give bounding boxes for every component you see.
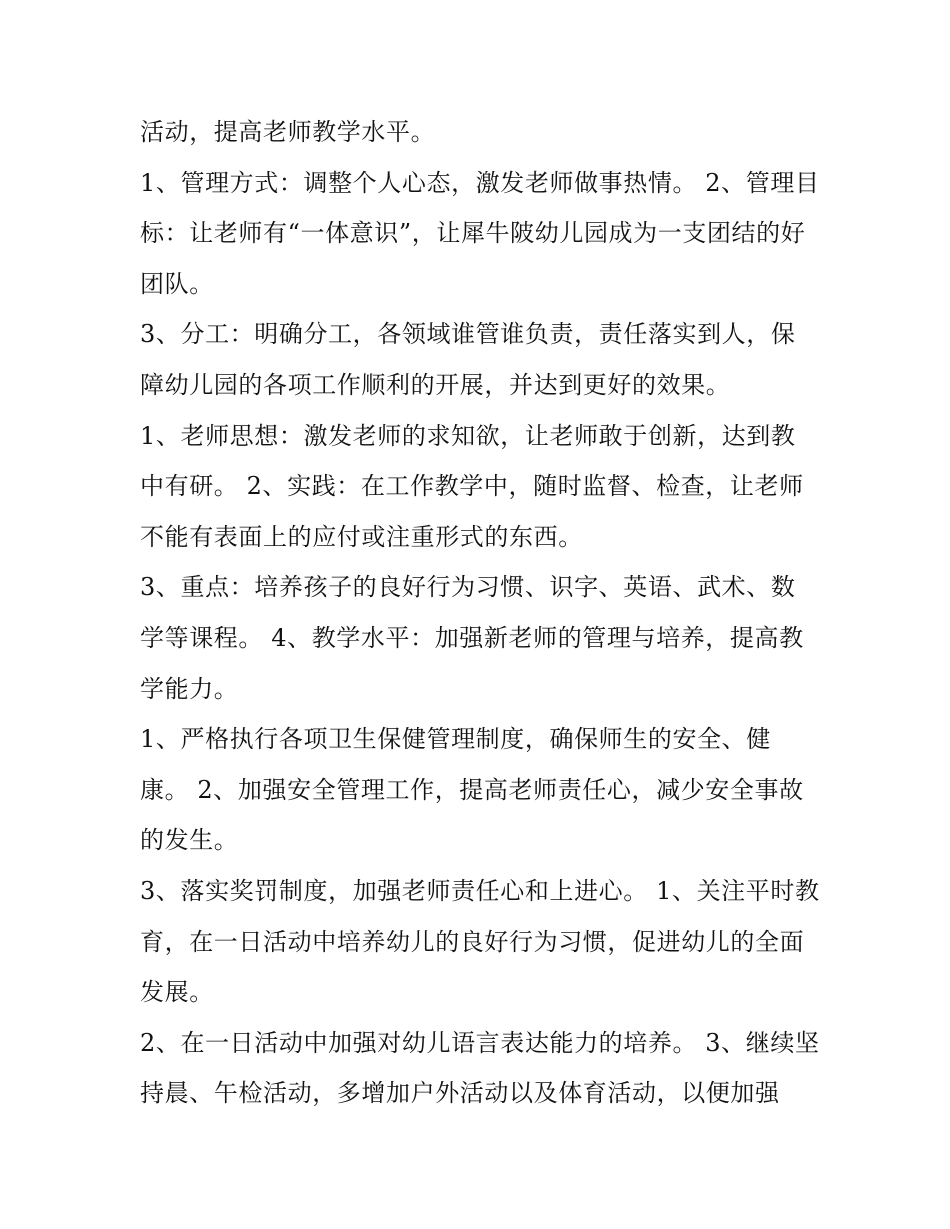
paragraph-6: 1、严格执行各项卫生保健管理制度，确保师生的安全、健康。 2、加强安全管理工作，提高老师责任心，减少安全事故的发生。 (140, 725, 804, 855)
paragraph-1: 活动，提高老师教学水平。 (140, 118, 436, 146)
paragraph-4: 1、老师思想：激发老师的求知欲，让老师敢于创新，达到教中有研。 2、实践：在工作教学中，随时监督、检查，让老师不能有表面上的应付或注重形式的东西。 (140, 421, 804, 551)
document-body (140, 107, 820, 1119)
paragraph-5: 3、重点：培养孩子的良好行为习惯、识字、英语、武术、数学等课程。 4、教学水平：加强新老师的管理与培养，提高教学能力。 (140, 573, 804, 703)
paragraph-7: 3、落实奖罚制度，加强老师责任心和上进心。 1、关注平时教育，在一日活动中培养幼儿的良好行为习惯，促进幼儿的全面发展。 (140, 876, 820, 1007)
paragraph-3: 3、分工：明确分工，各领域谁管谁负责，责任落实到人，保障幼儿园的各项工作顺利的开展，并达到更好的效果。 (140, 320, 796, 399)
paragraph-2: 1、管理方式：调整个人心态，激发老师做事热情。 2、管理目标：让老师有“一体意识”，让犀牛陂幼儿园成为一支团结的好团队。 (140, 168, 820, 298)
paragraph-8: 2、在一日活动中加强对幼儿语言表达能力的培养。 3、继续坚持晨、午检活动，多增加户外活动以及体育活动，以便加强 (140, 1028, 820, 1108)
